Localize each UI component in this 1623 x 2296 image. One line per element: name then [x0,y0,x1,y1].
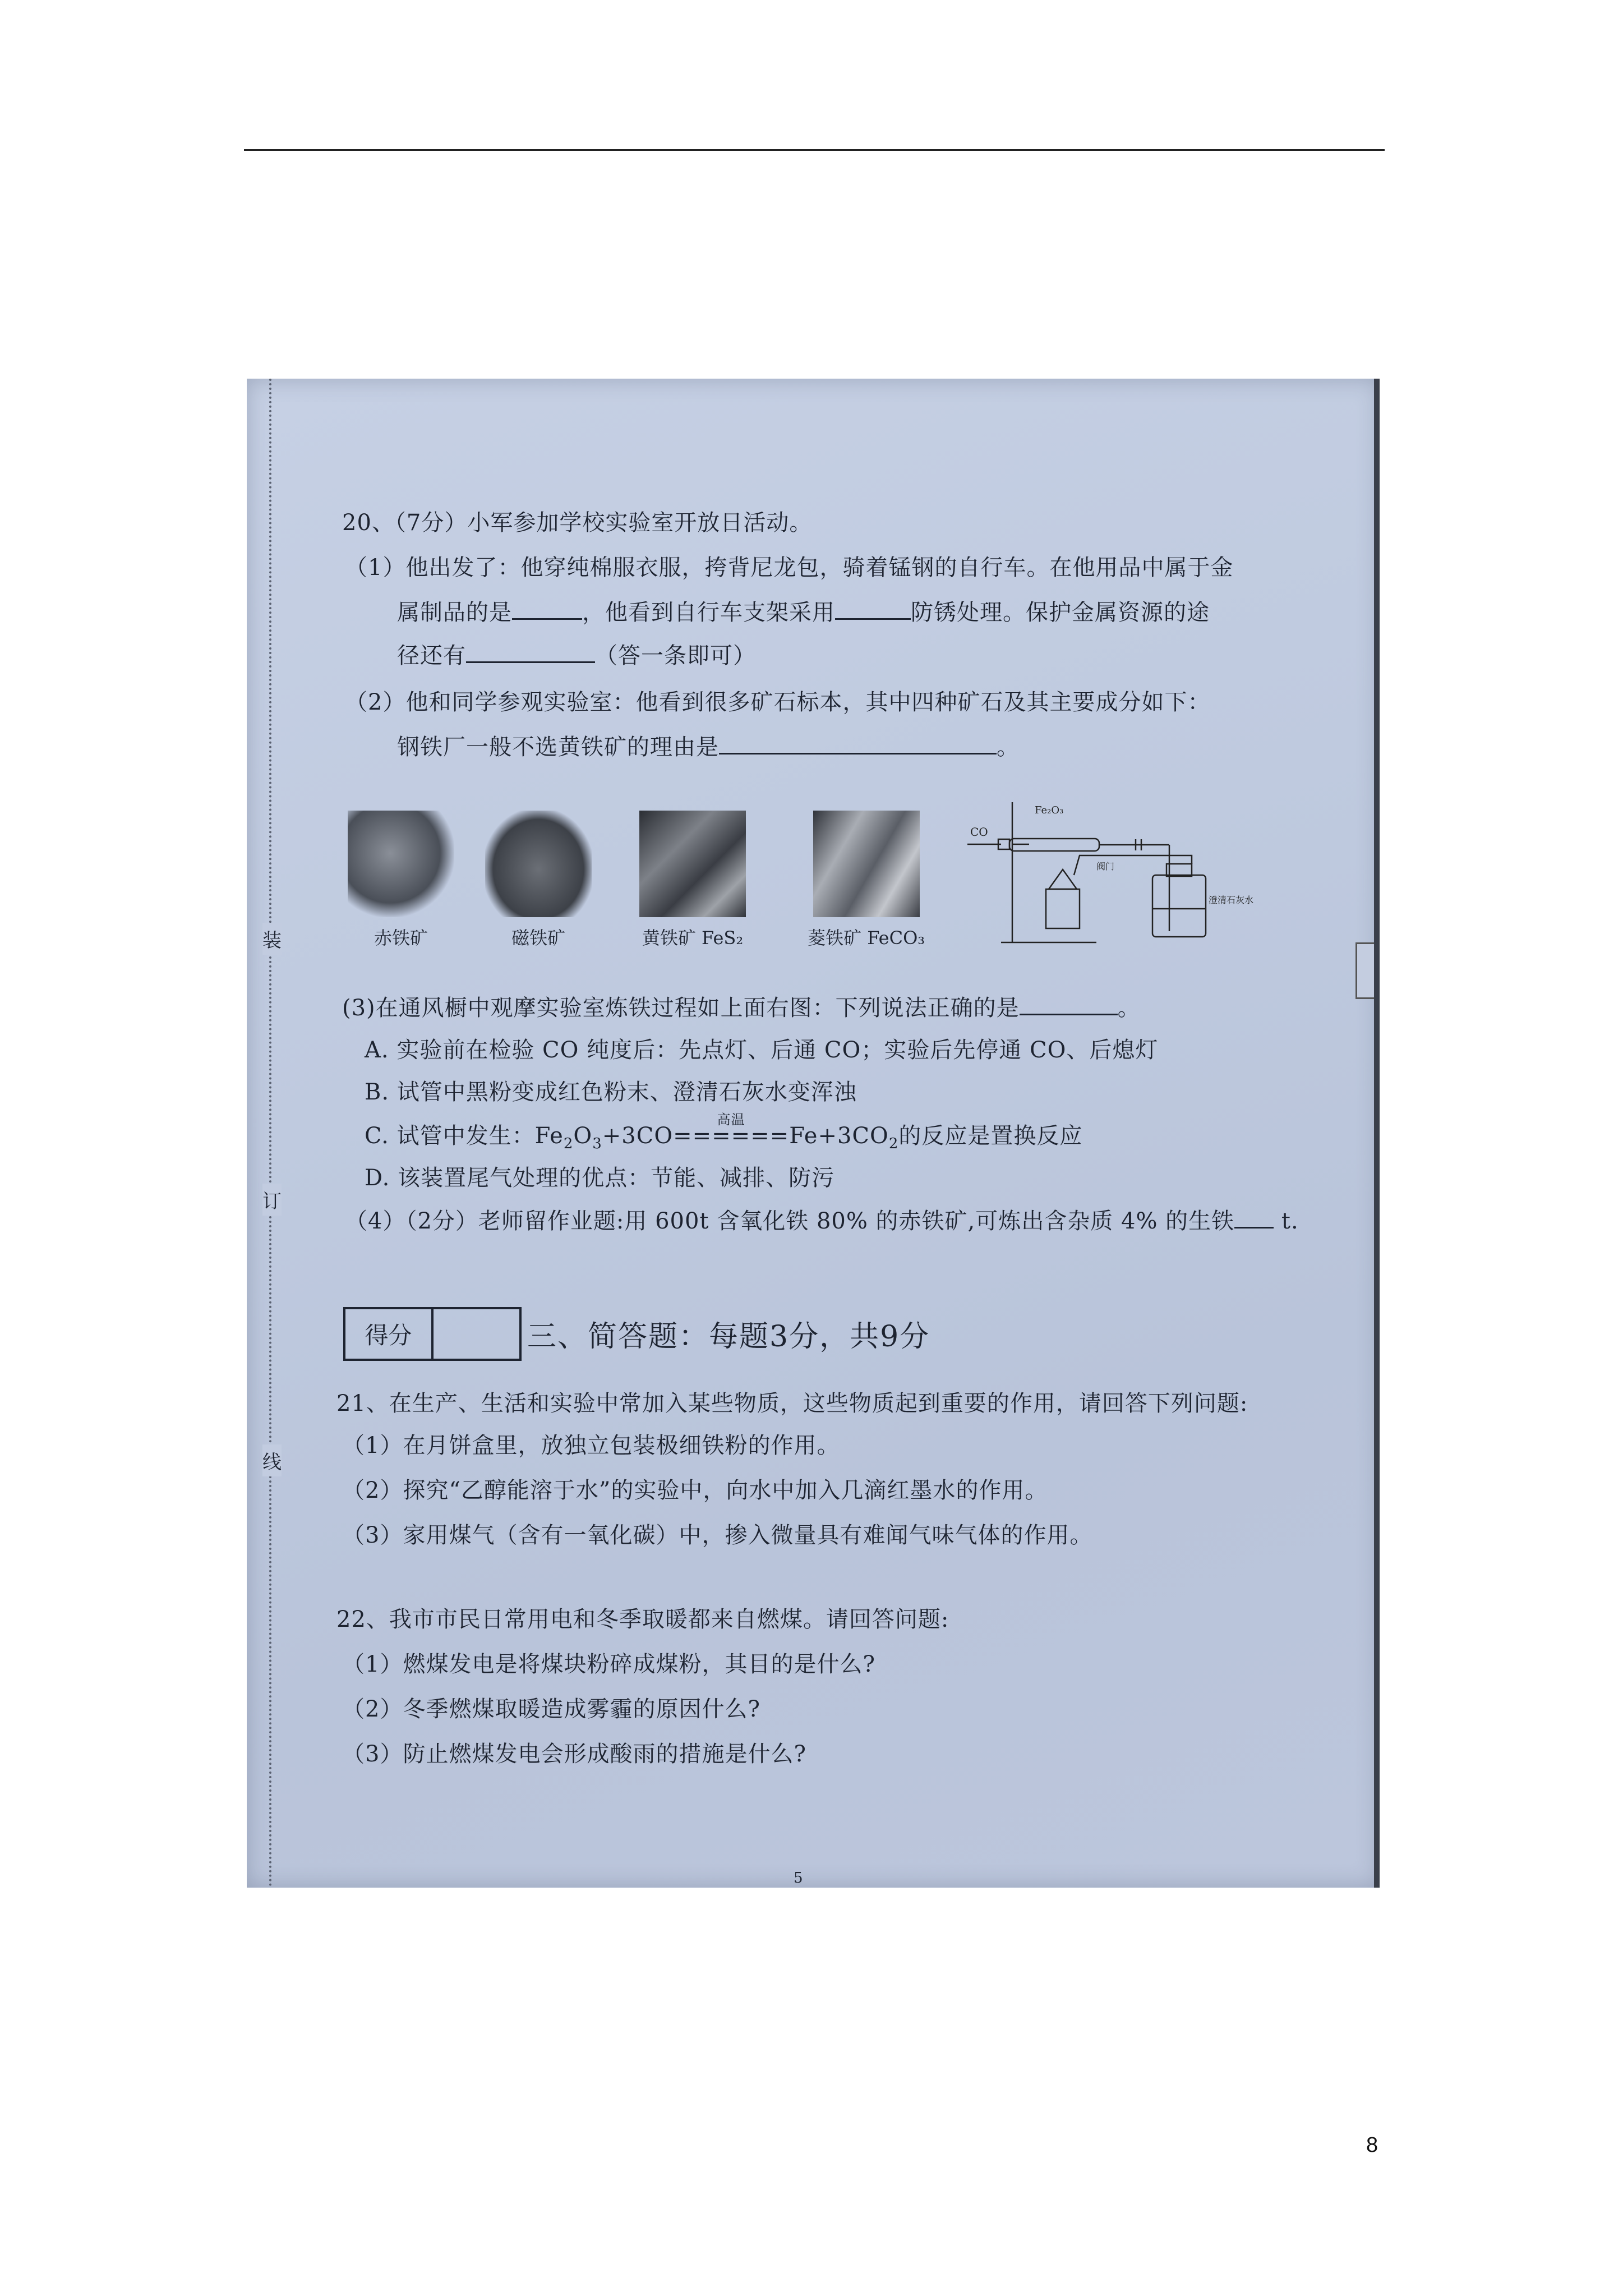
mineral-magnetite [485,811,592,950]
answer-blank-rust-treatment[interactable] [835,618,911,620]
mineral-pyrite [639,811,746,950]
apparatus-label-co: CO [970,825,988,839]
binding-label-xian: 线 [262,1444,282,1476]
mineral-caption: 黄铁矿 FeS₂ [642,927,744,949]
score-input[interactable] [434,1309,519,1359]
q21-title: 21、在生产、生活和实验中常加入某些物质，这些物质起到重要的作用，请回答下列问题: [336,1391,1248,1416]
q22-title: 22、我市市民日常用电和冬季取暖都来自燃煤。请回答问题: [336,1607,949,1632]
q22-item3: （3）防止燃煤发电会形成酸雨的措施是什么? [342,1741,806,1767]
q22-item1: （1）燃煤发电是将煤块粉碎成煤粉，其目的是什么? [342,1651,875,1677]
q20-part1-line2: 属制品的是 ，他看到自行车支架采用 防锈处理。保护金属资源的途 [397,600,1210,625]
mineral-siderite [808,811,925,950]
q20-option-a: A. 实验前在检验 CO 纯度后：先点灯、后通 CO；实验后先停通 CO、后熄灯 [365,1037,1159,1063]
answer-blank-metal-item[interactable] [512,618,582,620]
q20-part2-line2: 钢铁厂一般不选黄铁矿的理由是 。 [397,734,1020,760]
mineral-caption: 磁铁矿 [511,927,565,949]
q22-item2: （2）冬季燃煤取暖造成雾霾的原因什么? [342,1696,760,1722]
q20-option-c: C. 试管中发生：$Fe_2O_3+3CO$ 高温 $======Fe+3CO_2$的反应是置换反应 [365,1112,1083,1152]
hematite-photo [348,811,454,917]
siderite-photo [813,811,920,917]
score-box [343,1307,522,1361]
section3-title: 三、简答题：每题3分，共9分 [527,1320,930,1354]
answer-blank-part3[interactable] [1020,1014,1118,1015]
q20-part1-line3: 径还有 （答一条即可） [397,643,756,669]
header-rule [244,149,1385,151]
q20-title: 20、（7分）小军参加学校实验室开放日活动。 [342,510,813,536]
q21-item3: （3）家用煤气（含有一氧化碳）中，掺入微量具有难闻气味气体的作用。 [342,1522,1093,1548]
binding-label-zhuang: 装 [262,923,282,955]
page-number: 8 [1366,2133,1378,2157]
q20-part3-stem: (3)在通风橱中观摩实验室炼铁过程如上面右图：下列说法正确的是 。 [342,995,1141,1021]
q21-item1: （1）在月饼盒里，放独立包装极细铁粉的作用。 [342,1433,840,1458]
reaction-condition-arrow: 高温 ====== [673,1112,790,1149]
q20-part1-line1: （1）他出发了：他穿纯棉服衣服，挎背尼龙包，骑着锰钢的自行车。在他用品中属于金 [345,555,1234,581]
photo-edge [1374,379,1380,1888]
answer-blank-pyrite-reason[interactable] [719,753,997,754]
apparatus-label-limewater: 澄清石灰水 [1209,895,1254,905]
q20-part2-line1: （2）他和同学参观实验室：他看到很多矿石标本，其中四种矿石及其主要成分如下： [345,689,1211,715]
pyrite-photo [639,811,746,917]
mineral-hematite [348,811,454,950]
mineral-caption: 赤铁矿 [374,927,428,949]
score-label: 得分 [345,1309,434,1359]
magnetite-photo [485,811,592,917]
binding-dotted-line [269,379,271,1888]
mineral-caption: 菱铁矿 FeCO₃ [808,927,925,949]
q20-part4: （4）（2分）老师留作业题:用 600t 含氧化铁 80% 的赤铁矿,可炼出含杂质 4% 的生铁 t. [345,1208,1299,1234]
q21-item2: （2）探究“乙醇能溶于水”的实验中，向水中加入几滴红墨水的作用。 [342,1478,1048,1503]
q20-option-d: D. 该装置尾气处理的优点：节能、减排、防污 [365,1165,835,1191]
iron-smelting-apparatus-diagram [967,791,1254,951]
apparatus-label-valve: 阀门 [1096,861,1115,872]
photo-page-number: 5 [794,1870,803,1887]
apparatus-label-fe2o3: Fe₂O₃ [1035,804,1064,816]
exam-photo [247,379,1380,1888]
page-tab-marker [1355,942,1374,999]
binding-label-ding: 订 [262,1184,282,1216]
q20-option-b: B. 试管中黑粉变成红色粉末、澄清石灰水变浑浊 [365,1079,857,1105]
answer-blank-pig-iron-mass[interactable] [1234,1227,1274,1228]
answer-blank-resource-protection[interactable] [466,661,595,663]
